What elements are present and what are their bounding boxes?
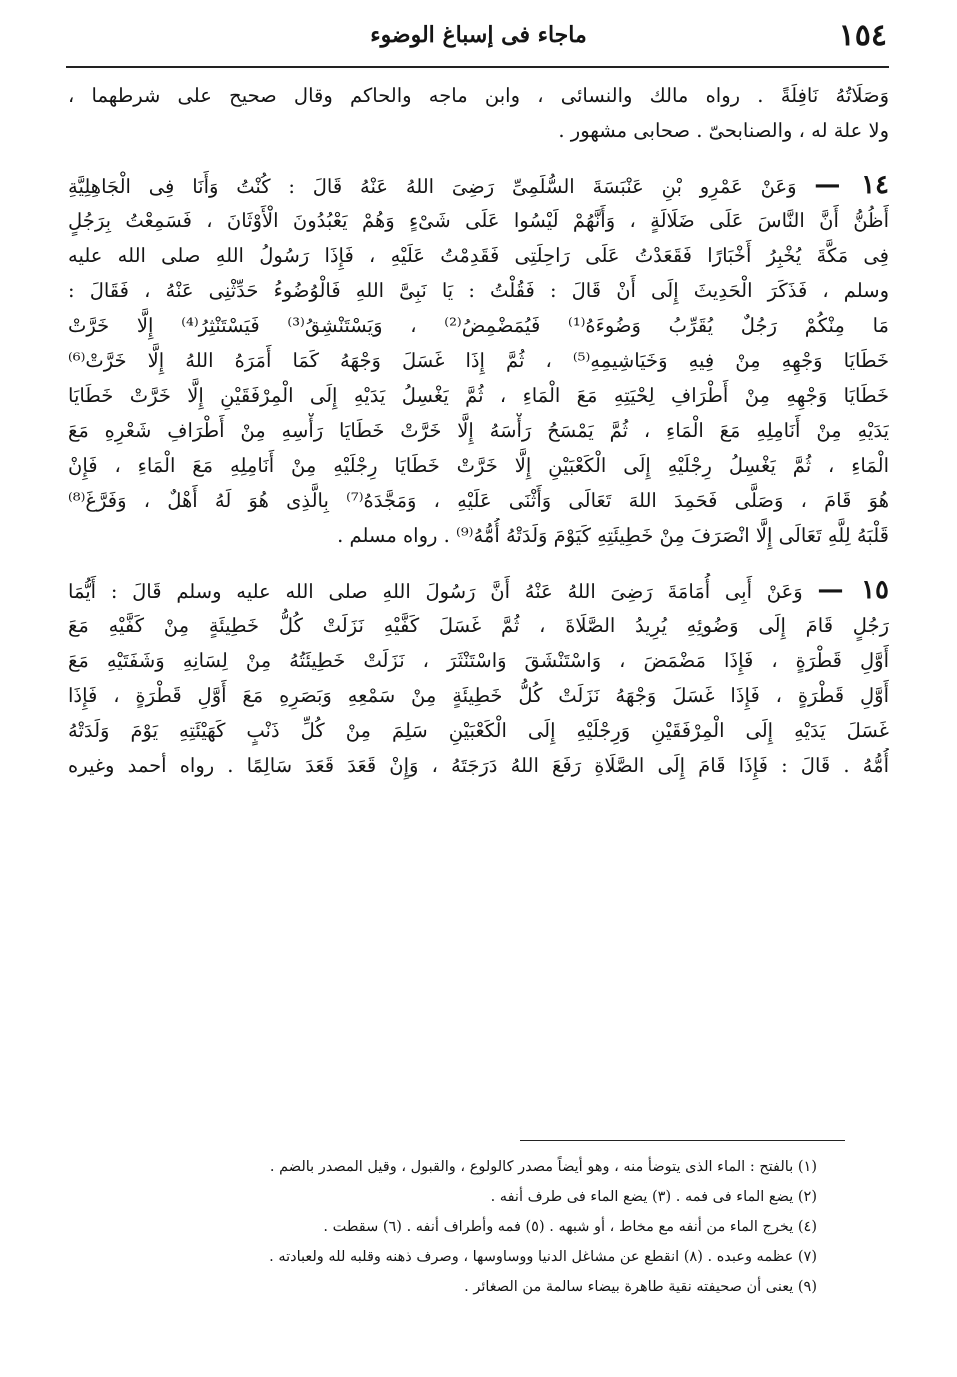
hadith-line: رَجُلٍ قَامَ إِلَى وَضُوئِهِ يُرِيدُ الصَّلَاةَ ، ثُمَّ غَسَلَ كَفَّيْهِ نَزَلَتْ كُلُّ خَطِيئَةٍ مِنْ كَفَّيْهِ مَعَ xyxy=(68,614,889,637)
paragraph-gap xyxy=(68,148,889,168)
footnote: (٤) يخرج الماء من أنفه مع مخاط ، أو شبهه . (٥) فمه وأطراف أنفه . (٦) سقطت . xyxy=(323,1219,817,1235)
hadith-15 xyxy=(68,573,889,783)
hadith-number: ١٤ — xyxy=(814,170,889,200)
footnote-rule xyxy=(520,1140,845,1141)
page-header xyxy=(70,18,887,58)
hadith-line: يَدَيْهِ مِنْ أَنَامِلِهِ مَعَ الْمَاءِ ، ثُمَّ يَمْسَحُ رَأْسَهُ إِلَّا خَرَّتْ خَطَايَا رَأْسِهِ مِنْ أَطْرَافِ شَعْرِهِ مَعَ xyxy=(68,419,889,442)
footnote: (٢) يضع الماء فى فمه . (٣) يضع الماء فى طرف أنفه . xyxy=(490,1189,817,1205)
hadith-line-text: وَعَنْ أَبِى أُمَامَةَ رَضِىَ اللهُ عَنْهُ أَنَّ رَسُولَ اللهِ صلى الله عليه وسلم قَالَ : أَيُّمَا xyxy=(68,580,803,603)
footnote: (٧) عظمه وعبده . (٨) انقطع عن مشاغل الدنيا ووساوسها ، وصرف ذهنه وقلبه لله ولعبادته . xyxy=(269,1249,817,1265)
hadith-line: هُوَ قَامَ ، وَصَلَّى فَحَمِدَ اللهَ تَعَالَى وَأَثْنَى عَلَيْهِ ، وَمَجَّدَهُ⁽⁷⁾ بِالَّذِى هُوَ لَهُ أَهْلٌ ، وَفَرَّغَ⁽⁸⁾ xyxy=(68,489,889,512)
hadith-line: أُمُّهُ . قَالَ : فَإِذَا قَامَ إِلَى الصَّلَاةِ رَفَعَ اللهُ دَرَجَتَهُ ، وَإِنْ قَعَدَ قَعَدَ سَالِمًا . رواه أحمد وغيره xyxy=(68,754,889,777)
hadith-line: الْمَاءِ ، ثُمَّ يَغْسِلُ رِجْلَيْهِ إِلَى الْكَعْبَيْنِ إِلَّا خَرَّتْ خَطَايَا رِجْلَيْهِ مِنْ أَنَامِلِهِ مَعَ الْمَاءِ ، فَإِنْ xyxy=(68,454,889,477)
hadith-line: أَظُنُّ أَنَّ النَّاسَ عَلَى ضَلَالَةٍ ، وَأَنَّهُمْ لَيْسُوا عَلَى شَىْءٍ وَهُمْ يَعْبُدُونَ الْأَوْثَانَ ، فَسَمِعْتُ بِرَجُلٍ xyxy=(68,209,889,232)
hadith-line: قَلْبَهُ لِلَّهِ تَعَالَى إِلَّا انْصَرَفَ مِنْ خَطِيئَتِهِ كَيَوْمَ وَلَدَتْهُ أُمُّهُ⁽⁹⁾ . رواه مسلم . xyxy=(337,524,889,547)
hadith-line: أَوَّلِ قَطْرَةٍ ، فَإِذَا غَسَلَ وَجْهَهُ نَزَلَتْ كُلُّ خَطِيئَةٍ مِنْ سَمْعِهِ وَبَصَرِهِ مَعَ أَوَّلِ قَطْرَةٍ ، فَإِذَا xyxy=(68,684,889,707)
page-number: ١٥٤ xyxy=(838,18,887,53)
hadith-number: ١٥ — xyxy=(817,575,889,605)
main-text xyxy=(68,78,889,783)
hadith-14 xyxy=(68,168,889,553)
header-rule xyxy=(66,66,889,68)
paragraph-gap xyxy=(68,553,889,573)
intro-line: ولا علة له ، والصنابحىّ . صحابى مشهور . xyxy=(558,119,889,142)
footnotes xyxy=(110,1152,817,1302)
footnote: (٩) يعنى أن صحيفته نقية طاهرة بيضاء سالمة من الصغائر . xyxy=(464,1279,817,1295)
hadith-line: خَطَايَا وَجْهِهِ مِنْ أَطْرَافِ لِحْيَتِهِ مَعَ الْمَاءِ ، ثُمَّ يَغْسِلُ يَدَيْهِ إِلَى الْمِرْفَقَيْنِ إِلَّا خَرَّتْ خَطَايَا xyxy=(68,384,889,407)
hadith-line: أَوَّلِ قَطْرَةٍ ، فَإِذَا مَضْمَضَ ، وَاسْتَنْشَقَ وَاسْتَنْثَرَ ، نَزَلَتْ خَطِيئَتُهُ مِنْ لِسَانِهِ وَشَفَتَيْهِ مَعَ xyxy=(68,649,889,672)
hadith-line: فِى مَكَّةَ يُخْبِرُ أَخْبَارًا فَقَعَدْتُ عَلَى رَاحِلَتِى فَقَدِمْتُ عَلَيْهِ ، فَإِذَا رَسُولُ اللهِ صلى الله عليه xyxy=(68,244,889,267)
hadith-line xyxy=(68,168,889,203)
hadith-line: غَسَلَ يَدَيْهِ إِلَى الْمِرْفَقَيْنِ وَرِجْلَيْهِ إِلَى الْكَعْبَيْنِ سَلِمَ مِنْ كُلِّ ذَنْبٍ كَهَيْئَتِهِ يَوْمَ وَلَدَتْهُ xyxy=(68,719,889,742)
hadith-line xyxy=(68,573,889,608)
hadith-line-text: وَعَنْ عَمْرِو بْنِ عَنْبَسَةَ السُّلَمِىِّ رَضِىَ اللهُ عَنْهُ قَالَ : كُنْتُ وَأَنَا فِى الْجَاهِلِيَّةِ xyxy=(68,175,797,198)
hadith-line: وسلم ، فَذَكَرَ الْحَدِيثَ إِلَى أَنْ قَالَ : فَقُلْتُ : يَا نَبِىَّ اللهِ فَالْوُضُوءُ حَدِّثْنِى عَنْهُ ، فَقَالَ : xyxy=(68,279,889,302)
hadith-line: مَا مِنْكُمْ رَجُلٌ يُقَرِّبُ وَضُوءَهُ⁽¹⁾ فَيُمَضْمِضُ⁽²⁾ ، وَيَسْتَنْشِقُ⁽³⁾ فَيَسْتَنْثِرُ⁽⁴⁾ إِلَّا خَرَّتْ xyxy=(68,314,889,337)
intro-line: وَصَلَاتُهُ نَافِلَةً . رواه مالك والنسائى ، وابن ماجه والحاكم وقال صحيح على شرطهما ، xyxy=(68,84,889,107)
running-title: ماجاء فى إسباغ الوضوء xyxy=(370,22,587,48)
footnote: (١) بالفتح : الماء الذى يتوضأ منه ، وهو أيضاً مصدر كالولوع ، والقبول ، وقيل المصدر بالضم . xyxy=(269,1159,817,1175)
hadith-line: خَطَايَا وَجْهِهِ مِنْ فِيهِ وَخَيَاشِيمِهِ⁽⁵⁾ ، ثُمَّ إِذَا غَسَلَ وَجْهَهُ كَمَا أَمَرَهُ اللهُ إِلَّا خَرَّتْ⁽⁶⁾ xyxy=(68,349,889,372)
